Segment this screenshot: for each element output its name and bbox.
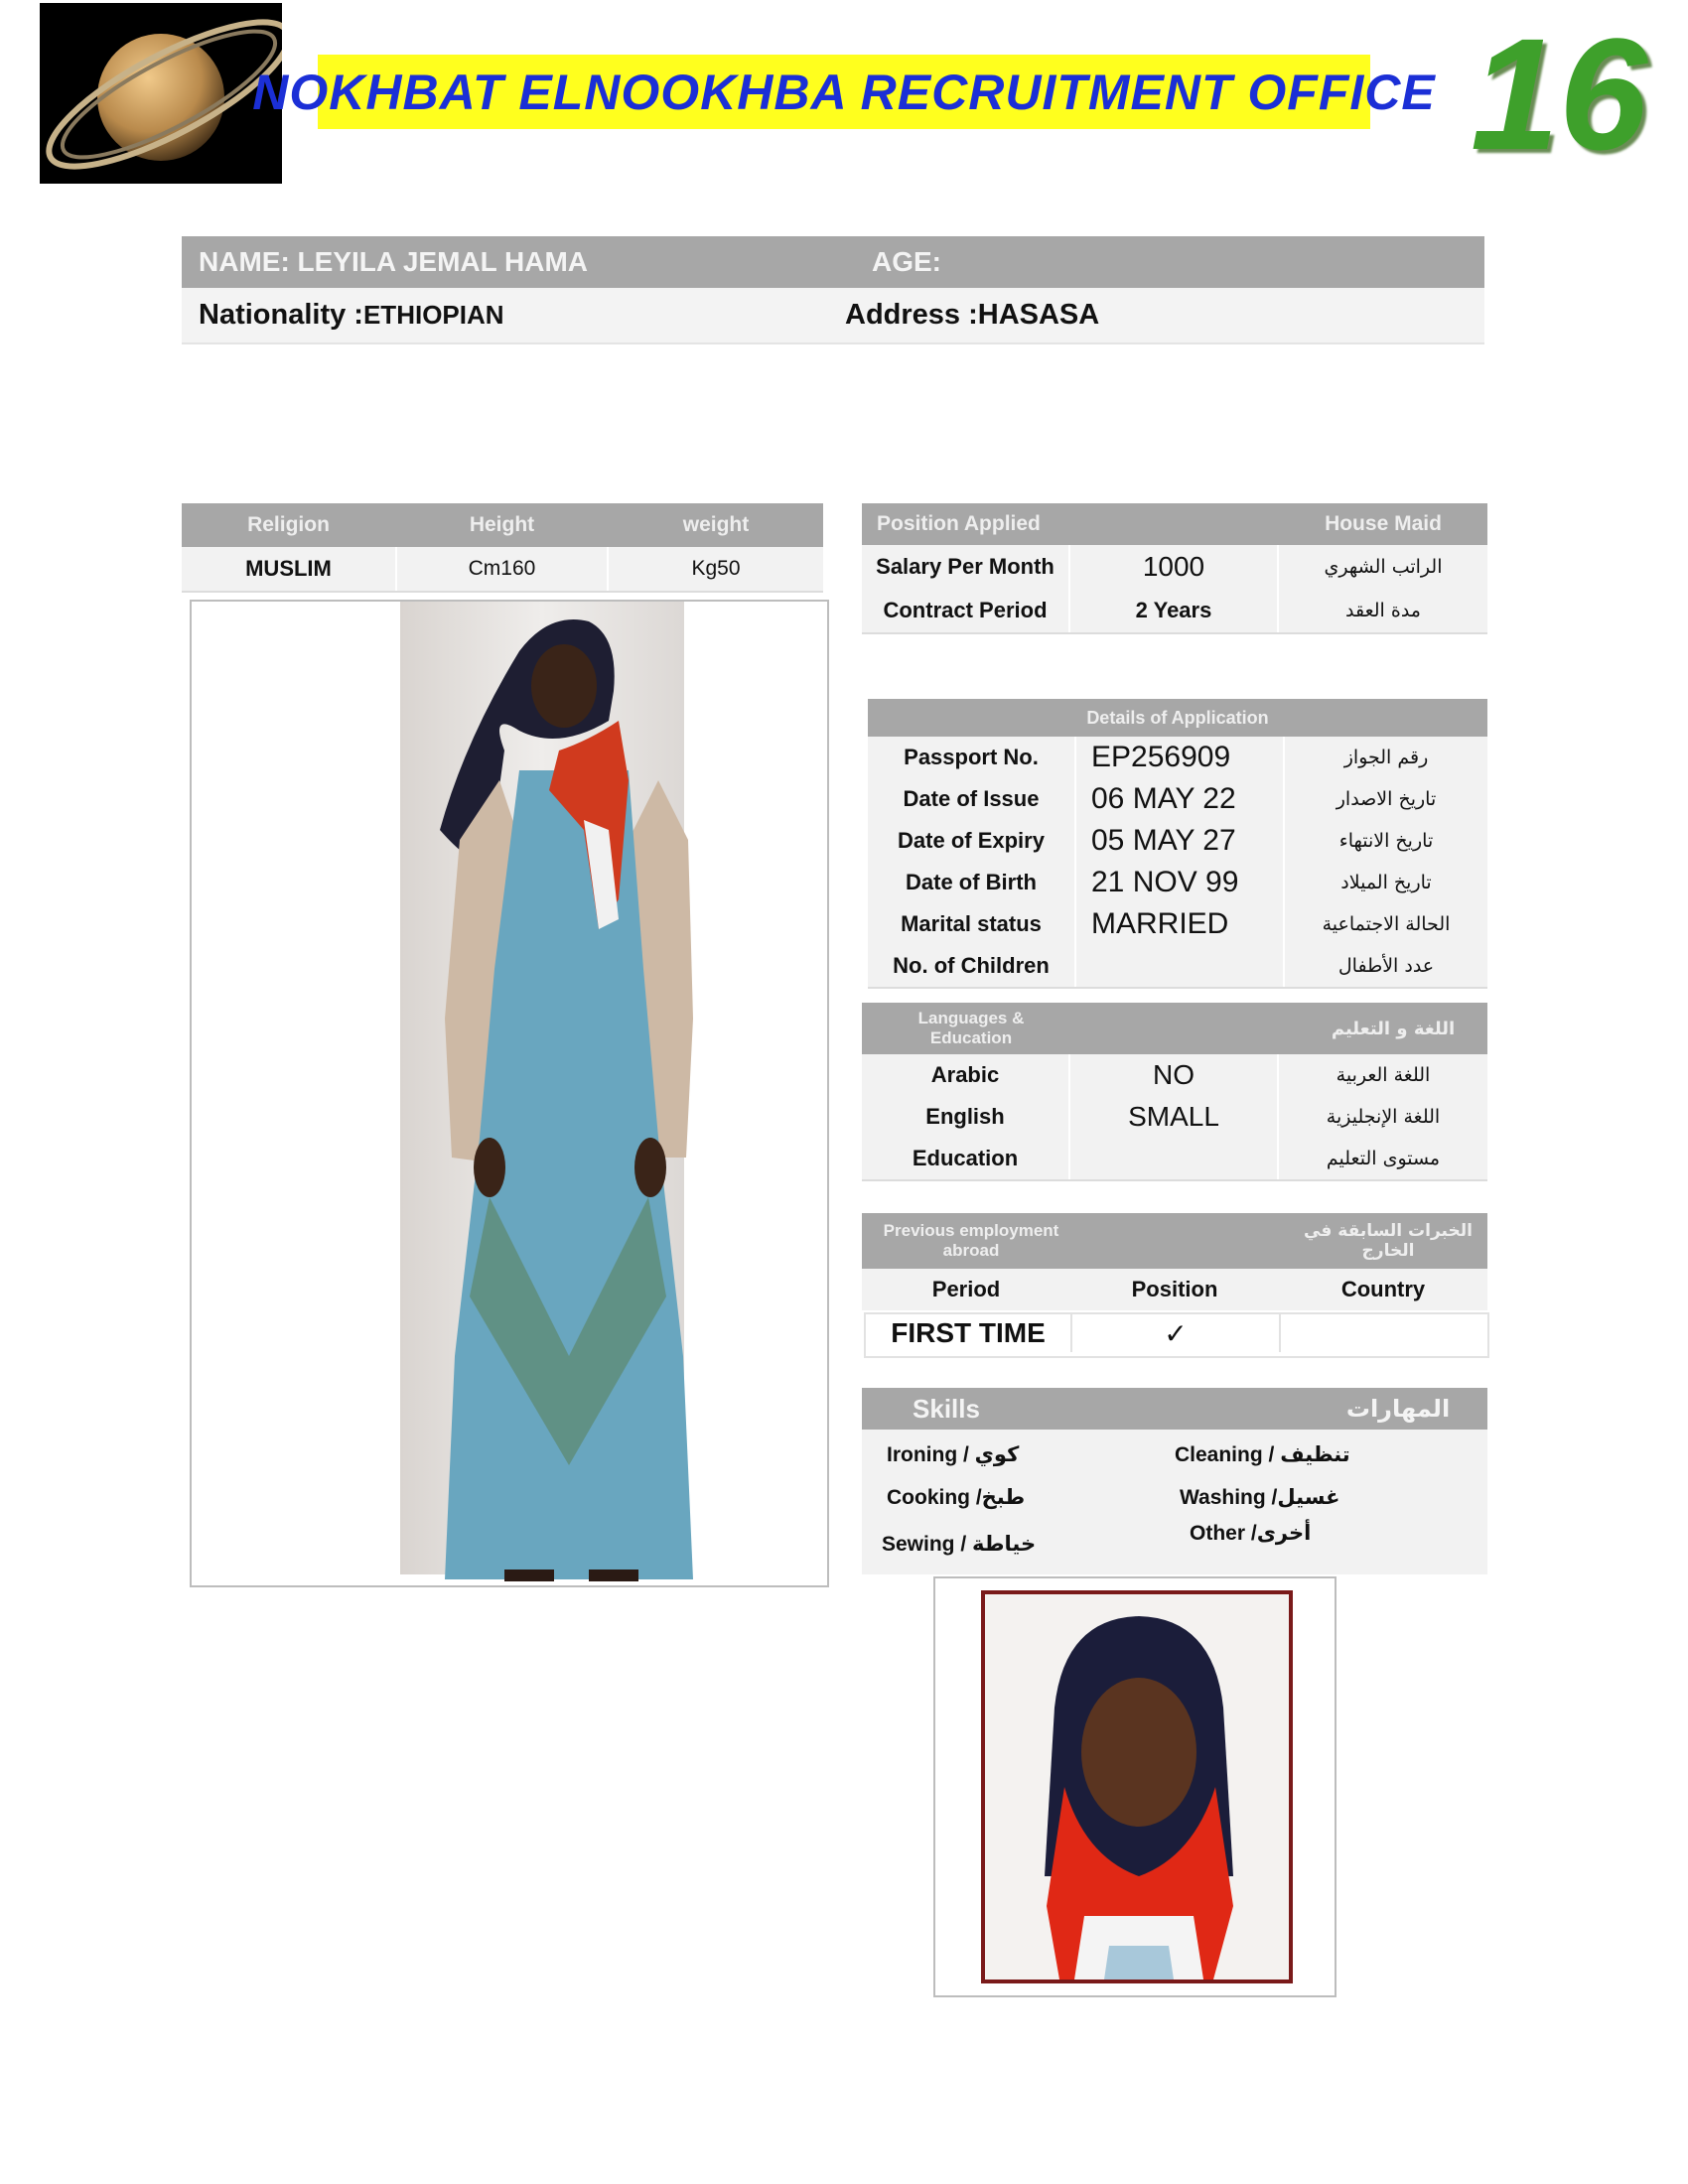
- contract-arabic: مدة العقد: [1345, 600, 1421, 621]
- saturn-planet-logo: [40, 3, 282, 184]
- english-row: [862, 1096, 1487, 1140]
- position-header: [862, 503, 1487, 545]
- expiry-date-arabic: تاريخ الانتهاء: [1338, 830, 1434, 852]
- languages-header-en: Languages & Education: [917, 1008, 1025, 1047]
- position-applied-value: House Maid: [1325, 512, 1442, 535]
- english-label: English: [862, 1096, 1070, 1138]
- height-header: Height: [469, 513, 535, 536]
- full-body-photo-frame: [190, 600, 829, 1587]
- passport-label: Passport No.: [868, 737, 1076, 778]
- employment-header-ar: الخبرات السابقة في الخارج: [1304, 1221, 1473, 1261]
- marital-status-arabic: الحالة الاجتماعية: [1322, 913, 1451, 935]
- country-column-header: Country: [1340, 1277, 1426, 1301]
- nationality-label: Nationality :: [199, 299, 363, 331]
- full-body-photo: [192, 602, 827, 1585]
- skills-header-ar: المهارات: [1345, 1395, 1451, 1423]
- birth-date-row: [868, 862, 1487, 905]
- marital-status-value: MARRIED: [1076, 903, 1285, 945]
- portrait-photo: [935, 1578, 1335, 1995]
- period-column-header: Period: [931, 1277, 1001, 1301]
- birth-date-value: 21 NOV 99: [1076, 862, 1285, 903]
- employment-header: [862, 1213, 1487, 1269]
- contract-label: Contract Period: [862, 589, 1070, 632]
- application-header-label: Details of Application: [1086, 707, 1269, 728]
- address-value: HASASA: [977, 299, 1100, 331]
- period-value: FIRST TIME: [866, 1314, 1072, 1352]
- physical-header: [182, 503, 823, 547]
- skill-sewing: Sewing / خياطة: [882, 1533, 1037, 1556]
- age-label: AGE:: [872, 246, 941, 277]
- religion-value: MUSLIM: [245, 556, 332, 581]
- page-number: 16: [1471, 5, 1647, 183]
- skills-header-en: Skills: [913, 1393, 980, 1424]
- portrait-photo-frame: [933, 1576, 1336, 1997]
- skill-washing: Washing /غسيل: [1180, 1486, 1340, 1509]
- children-row: [868, 945, 1487, 989]
- salary-label: Salary Per Month: [862, 545, 1070, 589]
- children-arabic: عدد الأطفال: [1337, 955, 1435, 977]
- issue-date-label: Date of Issue: [868, 778, 1076, 820]
- weight-value: Kg50: [691, 557, 741, 580]
- english-value: SMALL: [1070, 1096, 1279, 1138]
- office-title-banner: [252, 55, 1436, 129]
- physical-values-row: [182, 547, 823, 593]
- issue-date-value: 06 MAY 22: [1076, 778, 1285, 820]
- office-title: NOKHBAT ELNOOKHBA RECRUITMENT OFFICE: [252, 64, 1436, 120]
- marital-status-label: Marital status: [868, 903, 1076, 945]
- passport-value: EP256909: [1076, 737, 1285, 778]
- skill-other: Other /أخرى: [1190, 1522, 1312, 1545]
- skills-list: [862, 1430, 1487, 1574]
- address-field: [845, 288, 1099, 342]
- children-value: [1076, 945, 1285, 987]
- education-arabic: مستوى التعليم: [1326, 1148, 1441, 1169]
- skill-ironing: Ironing / كوي: [887, 1443, 1020, 1466]
- employment-header-en: Previous employment abroad: [883, 1220, 1059, 1260]
- skill-cooking: Cooking /طبخ: [887, 1486, 1026, 1509]
- issue-date-row: [868, 778, 1487, 822]
- languages-header: [862, 1003, 1487, 1054]
- application-header: [868, 699, 1487, 737]
- salary-row: [862, 545, 1487, 591]
- expiry-date-row: [868, 820, 1487, 864]
- name-label: NAME: LEYILA JEMAL HAMA: [199, 246, 588, 277]
- position-column-header: Position: [1131, 1277, 1218, 1301]
- education-row: [862, 1138, 1487, 1181]
- education-value: [1070, 1138, 1279, 1179]
- nationality-field: [199, 288, 504, 342]
- checkmark-icon: ✓: [1072, 1314, 1281, 1352]
- children-label: No. of Children: [868, 945, 1076, 987]
- nationality-value: ETHIOPIAN: [362, 300, 504, 330]
- application-rows: [868, 737, 1487, 990]
- employment-row: [864, 1312, 1489, 1358]
- religion-header: Religion: [247, 513, 330, 536]
- birth-date-arabic: تاريخ الميلاد: [1340, 872, 1432, 893]
- nationality-bar: [182, 288, 1484, 344]
- contract-value: 2 Years: [1070, 589, 1279, 632]
- salary-arabic: الراتب الشهري: [1324, 556, 1443, 578]
- weight-header: weight: [682, 513, 750, 536]
- expiry-date-label: Date of Expiry: [868, 820, 1076, 862]
- address-label: Address :: [845, 299, 978, 331]
- height-value: Cm160: [395, 547, 609, 591]
- passport-arabic: رقم الجواز: [1343, 747, 1429, 768]
- salary-value: 1000: [1070, 545, 1279, 589]
- passport-row: [868, 737, 1487, 780]
- education-label: Education: [862, 1138, 1070, 1179]
- skill-cleaning: Cleaning / تنظيف: [1175, 1443, 1350, 1466]
- contract-row: [862, 589, 1487, 634]
- english-arabic: اللغة الإنجليزية: [1326, 1106, 1441, 1128]
- name-bar: [182, 236, 1484, 289]
- expiry-date-value: 05 MAY 27: [1076, 820, 1285, 862]
- arabic-value: NO: [1070, 1054, 1279, 1096]
- issue-date-arabic: تاريخ الاصدار: [1336, 788, 1437, 810]
- arabic-arabic: اللغة العربية: [1336, 1064, 1431, 1086]
- languages-header-ar: اللغة و التعليم: [1331, 1018, 1456, 1039]
- employment-columns-row: [862, 1269, 1487, 1312]
- birth-date-label: Date of Birth: [868, 862, 1076, 903]
- country-value: [1281, 1314, 1487, 1352]
- position-applied-label: Position Applied: [877, 512, 1041, 535]
- marital-status-row: [868, 903, 1487, 947]
- skills-header: [862, 1388, 1487, 1430]
- arabic-label: Arabic: [862, 1054, 1070, 1096]
- arabic-row: [862, 1054, 1487, 1098]
